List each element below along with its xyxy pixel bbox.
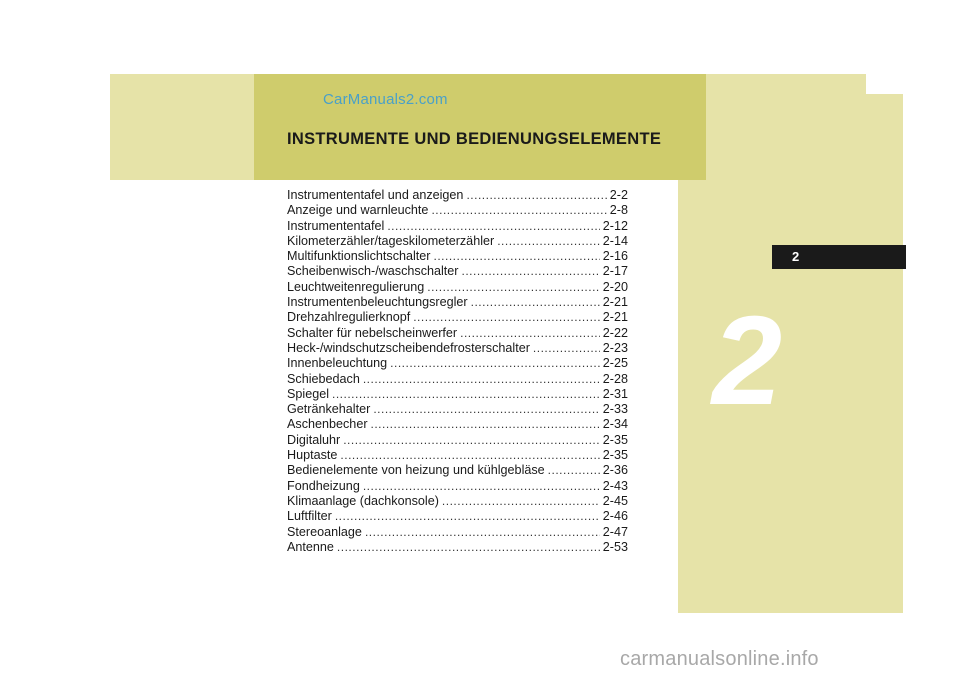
toc-entry-label: Fondheizung [287,478,360,493]
toc-leader-dots [387,219,599,233]
toc-entry[interactable] [287,280,628,295]
toc-entry[interactable] [287,326,628,341]
toc-entry[interactable] [287,249,628,264]
toc-leader-dots [343,433,600,447]
toc-entry[interactable] [287,264,628,279]
toc-entry[interactable] [287,219,628,234]
toc-entry[interactable] [287,448,628,463]
toc-entry-label: Scheibenwisch-/waschschalter [287,264,459,279]
toc-entry-label: Heck-/windschutzscheibendefrosterschalter [287,340,530,355]
chapter-tab-label: 2 [792,249,800,264]
toc-leader-dots [363,372,600,386]
toc-leader-dots [497,234,600,248]
toc-leader-dots [427,280,600,294]
toc-entry-label: Schiebedach [287,371,360,386]
toc-leader-dots [390,356,600,370]
toc-entry-label: Aschenbecher [287,417,368,432]
toc-leader-dots [337,540,600,554]
toc-entry-page: 2-36 [602,463,628,478]
toc-entry-page: 2-23 [602,340,628,355]
toc-entry-label: Instrumentenbeleuchtungsregler [287,295,468,310]
toc-leader-dots [533,341,600,355]
toc-entry-label: Bedienelemente von heizung und kühlgebläse [287,463,545,478]
toc-entry-page: 2-47 [602,524,628,539]
header-band-left [110,74,254,180]
section-title: INSTRUMENTE UND BEDIENUNGSELEMENTE [287,130,662,148]
toc-entry[interactable] [287,402,628,417]
watermark-logo[interactable]: CarManuals2.com [323,91,448,108]
toc-entry-label: Huptaste [287,448,338,463]
header-band-right [706,74,866,180]
toc-leader-dots [413,310,600,324]
toc-entry-page: 2-14 [602,233,628,248]
toc-leader-dots [471,295,600,309]
toc-leader-dots [462,264,600,278]
toc-leader-dots [335,509,600,523]
toc-entry-page: 2-16 [602,249,628,264]
toc-entry[interactable] [287,234,628,249]
toc-entry-label: Getränkehalter [287,402,371,417]
toc-entry-page: 2-35 [602,448,628,463]
toc-entry-label: Drehzahlregulierknopf [287,310,411,325]
edge-column [866,94,903,180]
toc-entry[interactable] [287,479,628,494]
toc-entry-label: Anzeige und warnleuchte [287,203,429,218]
toc-leader-dots [332,387,600,401]
toc-entry-label: Multifunktionslichtschalter [287,249,431,264]
table-of-contents [287,188,628,555]
toc-entry[interactable] [287,463,628,478]
toc-entry[interactable] [287,433,628,448]
toc-entry-label: Klimaanlage (dachkonsole) [287,493,439,508]
toc-entry[interactable] [287,525,628,540]
toc-entry-page: 2-28 [602,371,628,386]
toc-entry-page: 2-25 [602,356,628,371]
toc-entry-page: 2-21 [602,310,628,325]
toc-entry-page: 2-34 [602,417,628,432]
toc-entry-label: Instrumententafel [287,218,385,233]
toc-entry[interactable] [287,509,628,524]
toc-entry-page: 2-31 [602,386,628,401]
toc-entry-label: Luftfilter [287,509,332,524]
toc-entry-label: Schalter für nebelscheinwerfer [287,325,458,340]
toc-leader-dots [460,326,600,340]
toc-entry-label: Spiegel [287,386,330,401]
toc-entry-page: 2-22 [602,325,628,340]
toc-entry[interactable] [287,188,628,203]
toc-leader-dots [431,203,606,217]
toc-entry-page: 2-21 [602,295,628,310]
toc-entry[interactable] [287,295,628,310]
toc-leader-dots [371,417,600,431]
toc-entry-label: Stereoanlage [287,524,362,539]
toc-leader-dots [373,402,599,416]
toc-entry[interactable] [287,494,628,509]
toc-entry-label: Leuchtweitenregulierung [287,279,425,294]
toc-entry-page: 2-2 [609,188,628,202]
toc-leader-dots [340,448,599,462]
toc-entry-label: Antenne [287,539,334,554]
toc-leader-dots [363,479,600,493]
toc-entry-page: 2-33 [602,402,628,417]
toc-entry[interactable] [287,387,628,402]
chapter-tab [772,245,906,269]
header-band [254,74,706,180]
toc-entry[interactable] [287,310,628,325]
toc-leader-dots [548,463,600,477]
corner-notch [866,74,906,94]
toc-entry-page: 2-20 [602,279,628,294]
toc-entry-page: 2-43 [602,478,628,493]
toc-leader-dots [442,494,600,508]
toc-entry-page: 2-8 [609,203,628,218]
toc-entry-label: Digitaluhr [287,432,341,447]
toc-entry-page: 2-35 [602,432,628,447]
toc-entry-page: 2-17 [602,264,628,279]
toc-entry[interactable] [287,372,628,387]
toc-entry-page: 2-46 [602,509,628,524]
footer-watermark[interactable]: carmanualsonline.info [620,648,819,670]
toc-entry[interactable] [287,341,628,356]
toc-entry-page: 2-12 [602,218,628,233]
toc-entry[interactable] [287,356,628,371]
toc-entry-label: Innenbeleuchtung [287,356,388,371]
toc-entry[interactable] [287,203,628,218]
toc-entry[interactable] [287,540,628,555]
toc-entry-label: Instrumententafel und anzeigen [287,188,464,202]
toc-entry-page: 2-53 [602,539,628,554]
toc-leader-dots [434,249,600,263]
toc-entry[interactable] [287,417,628,432]
chapter-big-numeral: 2 [712,290,783,431]
toc-leader-dots [466,188,606,202]
toc-entry-page: 2-45 [602,493,628,508]
toc-entry-label: Kilometerzähler/tageskilometerzähler [287,233,495,248]
toc-leader-dots [365,525,600,539]
